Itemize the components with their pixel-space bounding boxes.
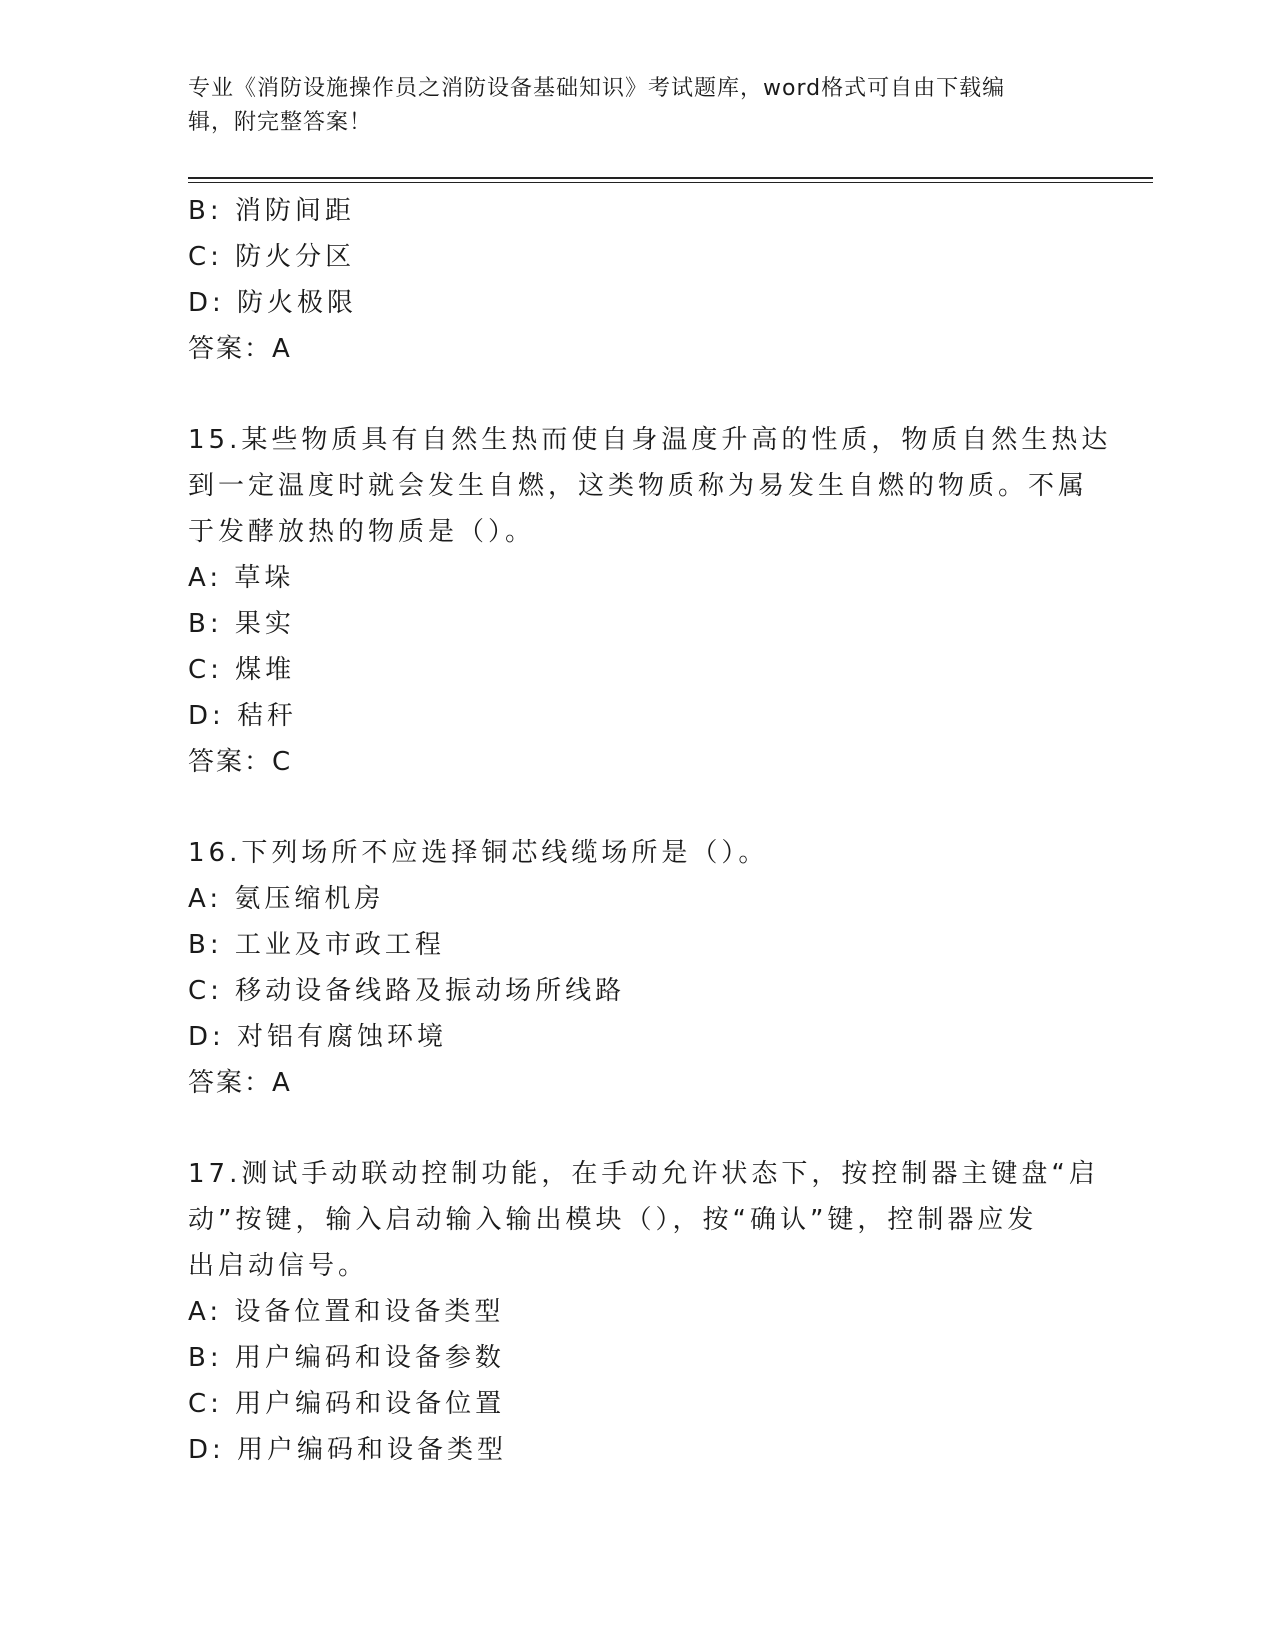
header-line: 专业《消防设施操作员之消防设备基础知识》考试题库，word格式可自由下载编 bbox=[188, 76, 1006, 101]
question-text: 16.下列场所不应选择铜芯线缆场所是（）。 bbox=[188, 838, 769, 868]
question-block bbox=[188, 417, 1112, 785]
option-b: B: 果实 bbox=[188, 609, 295, 639]
question-text: 出启动信号。 bbox=[188, 1251, 369, 1281]
question-block bbox=[188, 830, 1088, 1106]
document-body bbox=[188, 188, 1112, 1473]
question-text: 于发酵放热的物质是（）。 bbox=[188, 517, 536, 547]
question-text: 15.某些物质具有自然生热而使自身温度升高的性质，物质自然生热达 bbox=[188, 425, 1112, 455]
question-block bbox=[188, 1151, 1099, 1473]
answer: 答案：C bbox=[188, 747, 293, 777]
header-divider-thin bbox=[188, 182, 1153, 183]
option-b: B: 工业及市政工程 bbox=[188, 930, 445, 960]
option-c: C: 移动设备线路及振动场所线路 bbox=[188, 976, 626, 1006]
option-d: D: 对铝有腐蚀环境 bbox=[188, 1022, 448, 1052]
question-text: 17.测试手动联动控制功能，在手动允许状态下，按控制器主键盘“启 bbox=[188, 1159, 1099, 1189]
option-d: D: 用户编码和设备类型 bbox=[188, 1435, 508, 1465]
option-d: D: 防火极限 bbox=[188, 288, 358, 318]
option-b: B: 消防间距 bbox=[188, 196, 355, 226]
option-c: C: 用户编码和设备位置 bbox=[188, 1389, 506, 1419]
header-line: 辑，附完整答案！ bbox=[188, 110, 373, 135]
option-c: C: 煤堆 bbox=[188, 655, 296, 685]
option-b: B: 用户编码和设备参数 bbox=[188, 1343, 505, 1373]
option-d: D: 秸秆 bbox=[188, 701, 298, 731]
page-header bbox=[188, 72, 1068, 140]
question-block bbox=[188, 188, 1088, 372]
option-a: A: 草垛 bbox=[188, 563, 295, 593]
header-divider bbox=[188, 177, 1153, 179]
answer: 答案：A bbox=[188, 1068, 292, 1098]
option-a: A: 氨压缩机房 bbox=[188, 884, 385, 914]
option-a: A: 设备位置和设备类型 bbox=[188, 1297, 505, 1327]
option-c: C: 防火分区 bbox=[188, 242, 356, 272]
answer: 答案：A bbox=[188, 334, 292, 364]
question-text: 到一定温度时就会发生自燃，这类物质称为易发生自燃的物质。不属 bbox=[188, 471, 1089, 501]
question-text: 动”按键，输入启动输入输出模块（），按“确认”键，控制器应发 bbox=[188, 1205, 1038, 1235]
